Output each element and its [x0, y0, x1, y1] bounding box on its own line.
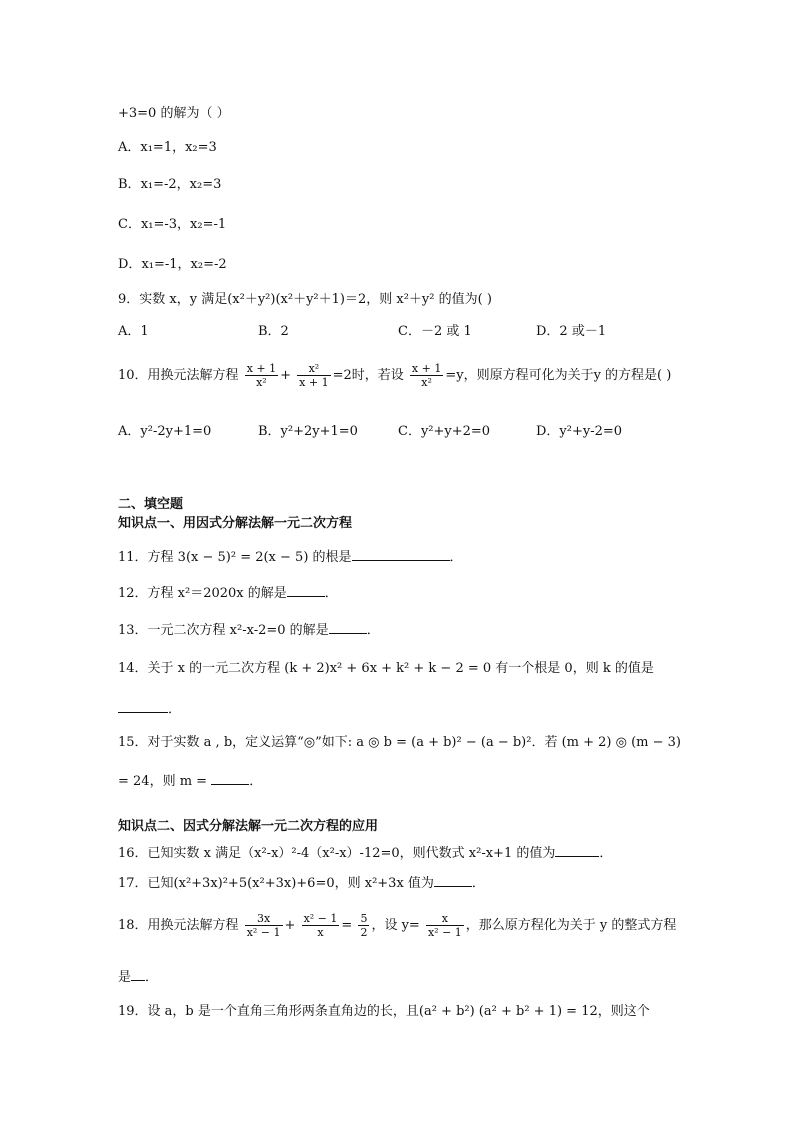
q18-line-1: 18．用换元法解方程 $\frac{3x}{\text{x² − 1}}$ + $\frac{\text{x² − 1}}{x}$ = $\frac{5}{2}$ ，设 y= $\frac{x}{\text{x² − 1}}$ ，那么原方程化为关于 y 的整式方程: [118, 912, 677, 939]
answer-blank[interactable]: [287, 584, 325, 597]
q15-line-1: 15．对于实数 a , b，定义运算“◎”如下: a ◎ b = (a + b)² − (a − b)²．若 (m + 2) ◎ (m − 3): [118, 735, 681, 750]
q12: 12．方程 x²＝2020x 的解是 ．: [118, 586, 338, 601]
q11: 11．方程 3(x − 5)² = 2(x − 5) 的根是 ．: [118, 550, 463, 565]
q10-option-d: D．y²+y-2=0: [536, 424, 623, 439]
q9-option-a: A．1: [118, 324, 149, 339]
q10-fraction-3: $\frac{x + 1}{\text{x²}}$: [411, 362, 442, 389]
q10-option-a: A．y²-2y+1=0: [118, 424, 212, 439]
q10-fraction-1: $\frac{x + 1}{\text{x²}}$: [246, 362, 277, 389]
q10-option-c: C．y²+y+2=0: [398, 424, 491, 439]
q8-option-c: C．x₁=-3，x₂=-1: [118, 217, 227, 232]
q18-fraction-4: $\frac{x}{\text{x² − 1}}$: [427, 912, 462, 939]
knowledge-point-2: 知识点二、因式分解法解一元二次方程的应用: [118, 818, 379, 833]
q19: 19．设 a，b 是一个直角三角形两条直角边的长，且(a² + b²) (a² + b² + 1) = 12，则这个: [118, 1004, 650, 1019]
answer-blank[interactable]: [118, 700, 168, 713]
q9-stem: 9．实数 x，y 满足(x²＋y²)(x²＋y²＋1)＝2，则 x²＋y² 的值为( ): [118, 292, 492, 307]
q18-fraction-3: $\frac{5}{2}$: [360, 912, 368, 939]
section-title: 二、填空题: [118, 496, 184, 511]
answer-blank[interactable]: [131, 968, 145, 981]
q13: 13．一元二次方程 x²-x-2=0 的解是 ．: [118, 623, 380, 638]
q9-option-b: B．2: [258, 324, 289, 339]
q18-fraction-1: $\frac{3x}{\text{x² − 1}}$: [246, 912, 281, 939]
q10-fraction-2: $\frac{\text{x²}}{x + 1}$: [299, 362, 329, 389]
q16: 16．已知实数 x 满足（x²-x）²-4（x²-x）-12=0，则代数式 x²-x+1 的值为 ．: [118, 846, 613, 861]
q10-stem: 10．用换元法解方程 $\frac{x + 1}{\text{x²}}$ + $\frac{\text{x²}}{x + 1}$ =2时，若设 $\frac{x + 1}{\text{x²}}$ =y，则原方程可化为关于y 的方程是( ): [118, 362, 672, 389]
knowledge-point-1: 知识点一、用因式分解法解一元二次方程: [118, 515, 353, 530]
q14-line-1: 14．关于 x 的一元二次方程 (k + 2)x² + 6x + k² + k − 2 = 0 有一个根是 0，则 k 的值是: [118, 661, 654, 676]
answer-blank[interactable]: [555, 844, 599, 857]
q18-line-2: 是 ．: [118, 970, 159, 985]
answer-blank[interactable]: [211, 772, 249, 785]
q8-stem-tail: +3=0 的解为（ ）: [118, 106, 230, 121]
q14-line-2: ．: [118, 700, 181, 718]
answer-blank[interactable]: [329, 621, 367, 634]
q17: 17．已知(x²+3x)²+5(x²+3x)+6=0，则 x²+3x 值为 ．: [118, 876, 485, 891]
q8-option-d: D．x₁=-1，x₂=-2: [118, 257, 227, 272]
q9-option-c: C．－2 或 1: [398, 324, 472, 339]
q15-line-2: = 24，则 m = ．: [118, 774, 263, 789]
q8-option-b: B．x₁=-2，x₂=3: [118, 177, 222, 192]
q18-fraction-2: $\frac{\text{x² − 1}}{x}$: [303, 912, 338, 939]
q10-option-b: B．y²+2y+1=0: [258, 424, 358, 439]
q8-option-a: A．x₁=1，x₂=3: [118, 140, 217, 155]
q9-option-d: D．2 或－1: [536, 324, 607, 339]
answer-blank[interactable]: [434, 874, 472, 887]
answer-blank[interactable]: [352, 548, 450, 561]
